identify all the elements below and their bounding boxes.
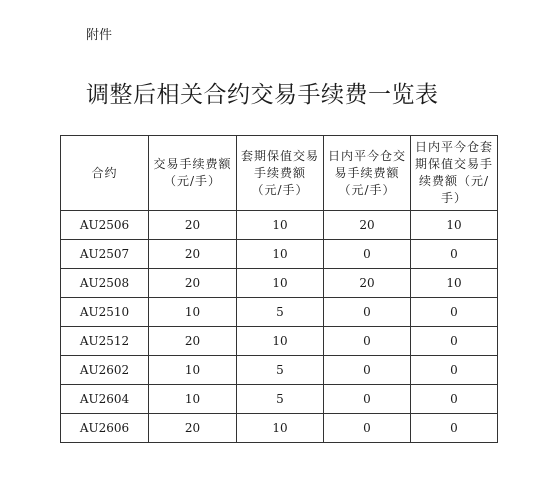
cell-hedging-fee: 5 bbox=[237, 385, 324, 414]
cell-contract: AU2506 bbox=[61, 211, 149, 240]
cell-trading-fee: 10 bbox=[149, 356, 237, 385]
header-hedging-fee: 套期保值交易手续费额（元/手） bbox=[237, 136, 324, 211]
cell-trading-fee: 20 bbox=[149, 240, 237, 269]
cell-intraday-fee: 0 bbox=[324, 327, 411, 356]
cell-intraday-hedging-fee: 0 bbox=[411, 356, 498, 385]
cell-trading-fee: 20 bbox=[149, 327, 237, 356]
cell-hedging-fee: 10 bbox=[237, 211, 324, 240]
table-row bbox=[61, 240, 498, 269]
table-row bbox=[61, 385, 498, 414]
fee-table bbox=[60, 135, 498, 443]
cell-intraday-hedging-fee: 0 bbox=[411, 414, 498, 443]
cell-trading-fee: 10 bbox=[149, 385, 237, 414]
cell-contract: AU2507 bbox=[61, 240, 149, 269]
cell-hedging-fee: 10 bbox=[237, 414, 324, 443]
cell-contract: AU2510 bbox=[61, 298, 149, 327]
cell-intraday-hedging-fee: 10 bbox=[411, 211, 498, 240]
table-row bbox=[61, 211, 498, 240]
cell-contract: AU2606 bbox=[61, 414, 149, 443]
header-intraday-hedging-fee: 日内平今仓套期保值交易手续费额（元/手） bbox=[411, 136, 498, 211]
table-row bbox=[61, 356, 498, 385]
table-row bbox=[61, 298, 498, 327]
cell-trading-fee: 20 bbox=[149, 211, 237, 240]
cell-intraday-fee: 0 bbox=[324, 414, 411, 443]
cell-intraday-hedging-fee: 0 bbox=[411, 298, 498, 327]
cell-intraday-hedging-fee: 0 bbox=[411, 240, 498, 269]
cell-hedging-fee: 5 bbox=[237, 356, 324, 385]
attachment-label: 附件 bbox=[86, 28, 113, 43]
cell-intraday-fee: 20 bbox=[324, 269, 411, 298]
header-contract: 合约 bbox=[61, 136, 149, 211]
cell-intraday-hedging-fee: 10 bbox=[411, 269, 498, 298]
cell-hedging-fee: 5 bbox=[237, 298, 324, 327]
cell-intraday-fee: 0 bbox=[324, 240, 411, 269]
table-row bbox=[61, 327, 498, 356]
cell-trading-fee: 20 bbox=[149, 414, 237, 443]
cell-intraday-hedging-fee: 0 bbox=[411, 327, 498, 356]
cell-intraday-fee: 20 bbox=[324, 211, 411, 240]
page-title: 调整后相关合约交易手续费一览表 bbox=[86, 82, 439, 108]
cell-contract: AU2508 bbox=[61, 269, 149, 298]
cell-intraday-fee: 0 bbox=[324, 385, 411, 414]
cell-contract: AU2512 bbox=[61, 327, 149, 356]
cell-trading-fee: 20 bbox=[149, 269, 237, 298]
cell-hedging-fee: 10 bbox=[237, 269, 324, 298]
cell-trading-fee: 10 bbox=[149, 298, 237, 327]
cell-hedging-fee: 10 bbox=[237, 327, 324, 356]
cell-hedging-fee: 10 bbox=[237, 240, 324, 269]
header-intraday-fee: 日内平今仓交易手续费额（元/手） bbox=[324, 136, 411, 211]
cell-intraday-fee: 0 bbox=[324, 298, 411, 327]
cell-intraday-hedging-fee: 0 bbox=[411, 385, 498, 414]
table-header-row bbox=[61, 136, 498, 211]
cell-intraday-fee: 0 bbox=[324, 356, 411, 385]
table-row bbox=[61, 269, 498, 298]
cell-contract: AU2602 bbox=[61, 356, 149, 385]
header-trading-fee: 交易手续费额（元/手） bbox=[149, 136, 237, 211]
table-row bbox=[61, 414, 498, 443]
cell-contract: AU2604 bbox=[61, 385, 149, 414]
